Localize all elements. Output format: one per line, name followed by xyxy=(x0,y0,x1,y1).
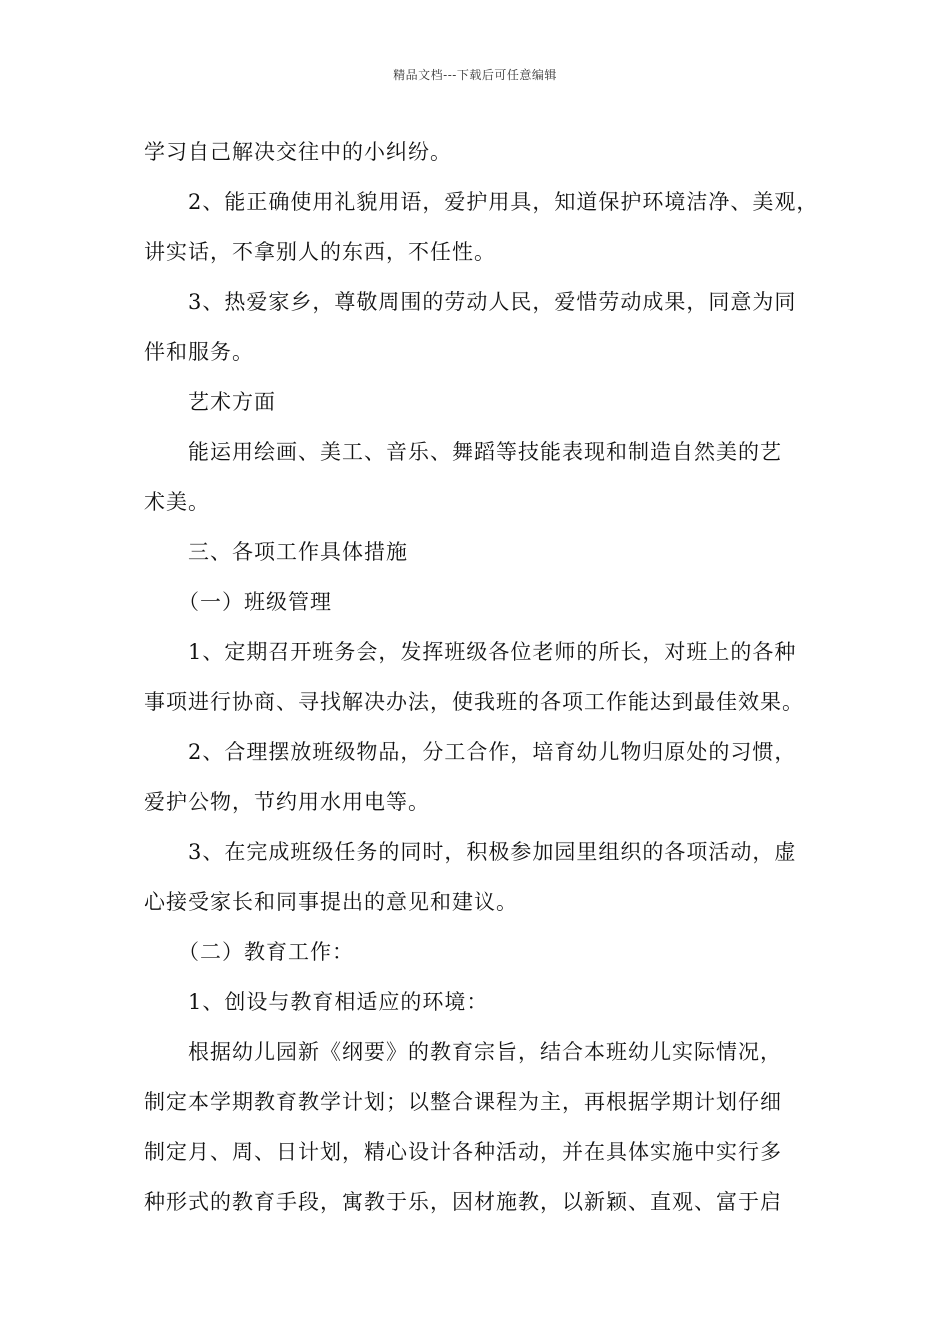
text-line: 事项进行协商、寻找解决办法，使我班的各项工作能达到最佳效果。 xyxy=(144,690,804,714)
text-line: 1、定期召开班务会，发挥班级各位老师的所长，对班上的各种 xyxy=(188,640,797,664)
text-line: 3、在完成班级任务的同时，积极参加园里组织的各项活动，虚 xyxy=(188,840,797,864)
text-line: 制定本学期教育教学计划；以整合课程为主，再根据学期计划仔细 xyxy=(144,1090,782,1114)
subsection-heading: （二）教育工作： xyxy=(178,940,354,964)
subsection-heading: （一）班级管理 xyxy=(178,590,332,614)
text-line: 能运用绘画、美工、音乐、舞蹈等技能表现和制造自然美的艺 xyxy=(188,440,782,464)
text-line: 3、热爱家乡，尊敬周围的劳动人民，爱惜劳动成果，同意为同 xyxy=(188,290,797,314)
text-line: 根据幼儿园新《纲要》的教育宗旨，结合本班幼儿实际情况， xyxy=(188,1040,782,1064)
text-line: 种形式的教育手段，寓教于乐，因材施教，以新颖、直观、富于启 xyxy=(144,1190,782,1214)
document-body xyxy=(144,131,819,1231)
section-heading: 艺术方面 xyxy=(188,390,276,414)
section-heading: 三、各项工作具体措施 xyxy=(188,540,408,564)
text-line: 1、创设与教育相适应的环境： xyxy=(188,990,489,1014)
page-header: 精品文档---下载后可任意编辑 xyxy=(393,68,557,82)
text-line: 讲实话，不拿别人的东西，不任性。 xyxy=(144,240,496,264)
text-line: 学习自己解决交往中的小纠纷。 xyxy=(144,140,452,164)
text-line: 2、合理摆放班级物品，分工合作，培育幼儿物归原处的习惯， xyxy=(188,740,797,764)
text-line: 爱护公物，节约用水用电等。 xyxy=(144,790,430,814)
text-line: 伴和服务。 xyxy=(144,340,254,364)
text-line: 制定月、周、日计划，精心设计各种活动，并在具体实施中实行多 xyxy=(144,1140,782,1164)
text-line: 心接受家长和同事提出的意见和建议。 xyxy=(144,890,518,914)
text-line: 2、能正确使用礼貌用语，爱护用具，知道保护环境洁净、美观， xyxy=(188,190,819,214)
text-line: 术美。 xyxy=(144,490,210,514)
